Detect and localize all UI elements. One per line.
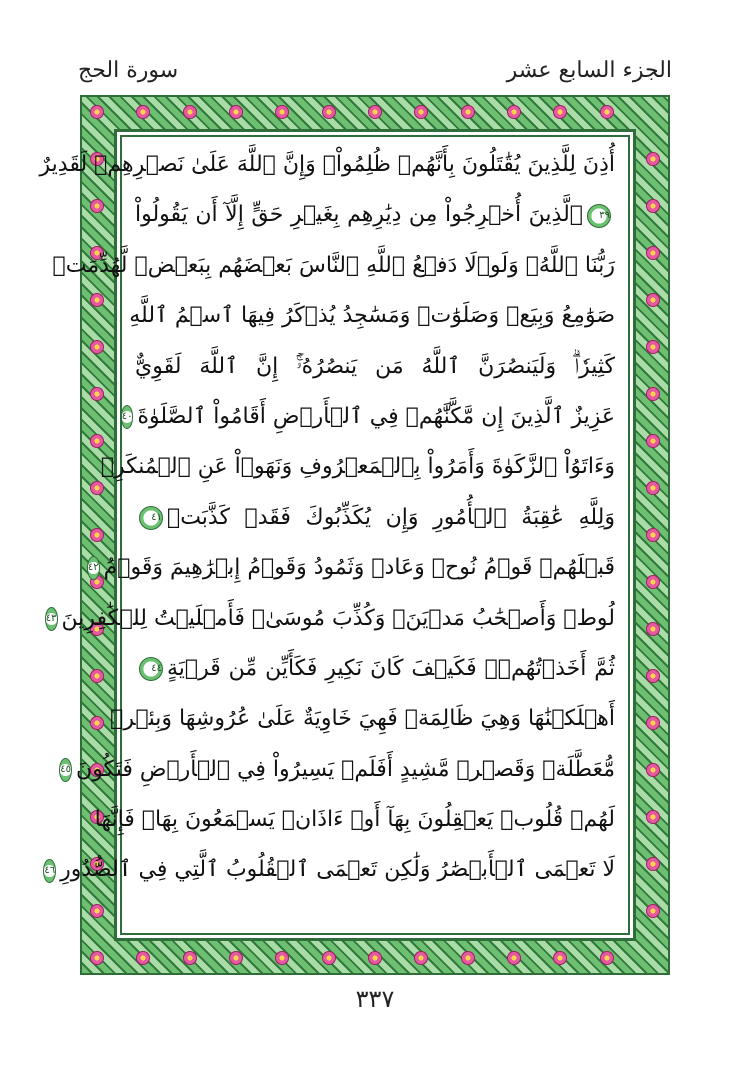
flower-ornament — [461, 105, 475, 119]
flower-ornament — [90, 716, 104, 730]
ayah-marker: ٤٠ — [121, 405, 134, 429]
flower-ornament — [90, 340, 104, 354]
text-line-3: رَبُّنَا ٱللَّهُۗ وَلَوۡلَا دَفۡعُ ٱللَّهِ ٱلنَّاسَ بَعۡضَهُم بِبَعۡضٖ لَّهُدِّمَتۡ — [52, 252, 615, 278]
flower-ornament — [183, 951, 197, 965]
quran-text — [39, 140, 615, 896]
flower-ornament — [368, 105, 382, 119]
flower-ornament — [646, 716, 660, 730]
flower-ornament — [646, 340, 660, 354]
ayah-marker: ٣٩ — [587, 204, 611, 228]
flower-ornament — [646, 575, 660, 589]
flower-ornament — [90, 199, 104, 213]
text-line-8: وَلِلَّهِ عَٰقِبَةُ ٱلۡأُمُورِ وَإِن يُكَذِّبُوكَ فَقَدۡ كَذَّبَتۡ ٤١ — [135, 493, 615, 543]
flower-ornament — [90, 387, 104, 401]
flower-ornament — [136, 951, 150, 965]
ayah-marker: ٤٥ — [59, 758, 72, 782]
flower-ornament — [414, 951, 428, 965]
flower-ornament — [322, 951, 336, 965]
ayah-marker: ٤٤ — [139, 657, 163, 681]
flower-ornament — [646, 904, 660, 918]
text-line-14: لَهُمۡ قُلُوبٞ يَعۡقِلُونَ بِهَآ أَوۡ ءَاذَانٞ يَسۡمَعُونَ بِهَاۖ فَإِنَّهَا — [94, 807, 615, 833]
flower-ornament — [229, 105, 243, 119]
flower-ornament — [368, 951, 382, 965]
ayah-marker: ٤٢ — [87, 556, 100, 580]
flower-ornament — [600, 951, 614, 965]
text-line-11: ثُمَّ أَخَذۡتُهُمۡۖ فَكَيۡفَ كَانَ نَكِيرِ فَكَأَيِّن مِّن قَرۡيَةٍ ٤٤ — [135, 644, 615, 694]
flower-ornament — [646, 810, 660, 824]
flower-ornament — [553, 951, 567, 965]
flower-ornament — [646, 293, 660, 307]
text-line-9: قَبۡلَهُمۡ قَوۡمُ نُوحٖ وَعَادٞ وَثَمُودُ وَقَوۡمُ إِبۡرَٰهِيمَ وَقَوۡمُ ٤٢ — [87, 555, 615, 581]
flower-ornament — [461, 951, 475, 965]
flower-ornament — [90, 951, 104, 965]
flower-ornament — [136, 105, 150, 119]
flower-ornament — [90, 904, 104, 918]
flower-ornament — [90, 528, 104, 542]
flower-ornament — [414, 105, 428, 119]
flower-ornament — [183, 105, 197, 119]
juz-header: الجزء السابع عشر — [506, 58, 672, 83]
ayah-marker: ٤٦ — [43, 859, 56, 883]
text-line-1: أُذِنَ لِلَّذِينَ يُقَٰتَلُونَ بِأَنَّهُمۡ ظُلِمُواْۚ وَإِنَّ ٱللَّهَ عَلَىٰ نَصۡرِهِمۡ لَقَدِيرٌ — [39, 152, 615, 177]
flower-ornament — [275, 105, 289, 119]
flower-ornament — [229, 951, 243, 965]
text-line-5: كَثِيرٗاۗ وَلَيَنصُرَنَّ ٱللَّهُ مَن يَنصُرُهُۥٓۚ إِنَّ ٱللَّهَ لَقَوِيٌّ — [135, 353, 615, 379]
flower-ornament — [646, 387, 660, 401]
text-line-6: عَزِيزٌ ٱلَّذِينَ إِن مَّكَّنَّٰهُمۡ فِي ٱلۡأَرۡضِ أَقَامُواْ ٱلصَّلَوٰةَ ٤٠ — [121, 403, 615, 429]
flower-ornament — [646, 622, 660, 636]
flower-ornament — [646, 246, 660, 260]
text-line-15: لَا تَعۡمَى ٱلۡأَبۡصَٰرُ وَلَٰكِن تَعۡمَى ٱلۡقُلُوبُ ٱلَّتِي فِي ٱلصُّدُورِ ٤٦ — [44, 857, 615, 883]
page-number: ٣٣٧ — [355, 985, 395, 1013]
flower-ornament — [90, 669, 104, 683]
ayah-marker: ٤٣ — [45, 607, 58, 631]
flower-ornament — [646, 481, 660, 495]
flower-ornament — [646, 199, 660, 213]
surah-header: سورة الحج — [78, 58, 179, 83]
flower-ornament — [322, 105, 336, 119]
flower-ornament — [646, 528, 660, 542]
flower-ornament — [646, 434, 660, 448]
text-line-2: ٣٩ ٱلَّذِينَ أُخۡرِجُواْ مِن دِيَٰرِهِم بِغَيۡرِ حَقٍّ إِلَّآ أَن يَقُولُواْ — [135, 202, 610, 228]
text-line-4: صَوَٰمِعُ وَبِيَعٞ وَصَلَوَٰتٞ وَمَسَٰجِدُ يُذۡكَرُ فِيهَا ٱسۡمُ ٱللَّهِ — [129, 303, 615, 329]
flower-ornament — [646, 152, 660, 166]
flower-ornament — [90, 293, 104, 307]
flower-ornament — [507, 951, 521, 965]
flower-ornament — [507, 105, 521, 119]
text-line-7: وَءَاتَوُاْ ٱلزَّكَوٰةَ وَأَمَرُواْ بِٱلۡمَعۡرُوفِ وَنَهَوۡاْ عَنِ ٱلۡمُنكَرِۗ — [100, 454, 615, 480]
text-line-13: مُّعَطَّلَةٖ وَقَصۡرٖ مَّشِيدٍ أَفَلَمۡ يَسِيرُواْ فِي ٱلۡأَرۡضِ فَتَكُونَ ٤٥ — [60, 756, 615, 782]
flower-ornament — [646, 857, 660, 871]
ayah-marker: ٤١ — [139, 506, 163, 530]
text-line-12: أَهۡلَكۡنَٰهَا وَهِيَ ظَالِمَةٞ فَهِيَ خَاوِيَةٌ عَلَىٰ عُرُوشِهَا وَبِئۡرٖ — [110, 706, 615, 732]
flower-ornament — [275, 951, 289, 965]
flower-ornament — [646, 669, 660, 683]
flower-ornament — [90, 105, 104, 119]
flower-ornament — [553, 105, 567, 119]
flower-ornament — [600, 105, 614, 119]
flower-ornament — [646, 763, 660, 777]
text-line-10: لُوطٖ وَأَصۡحَٰبُ مَدۡيَنَۖ وَكُذِّبَ مُوسَىٰۖ فَأَمۡلَيۡتُ لِلۡكَٰفِرِينَ ٤٣ — [45, 605, 615, 631]
